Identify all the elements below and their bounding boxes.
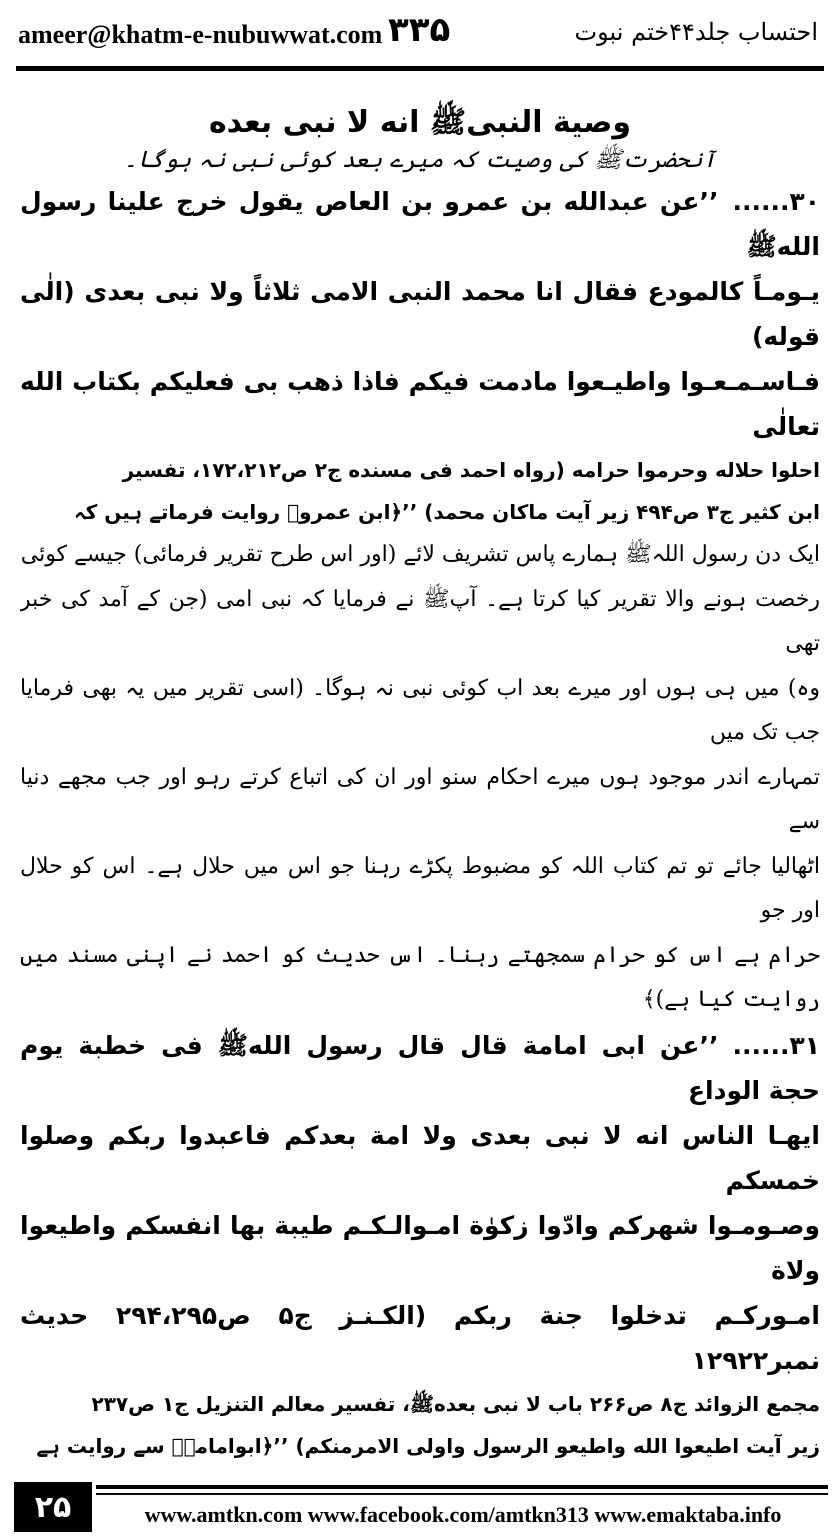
arabic-line: وصـومـوا شهركم وادّوا زكوٰة امـوالـكـم طيبة بها انفسكم واطيعوا ولاة (20, 1210, 820, 1285)
header-rule (16, 66, 824, 71)
footer-rule-thin (96, 1493, 828, 1495)
footer-rule (96, 1485, 828, 1489)
footer-page-box: ۲۵ (14, 1482, 92, 1532)
hadith-number: ۳۰...... (732, 187, 820, 216)
arabic-line (20, 1023, 820, 1113)
reference-line: زير آيت اطيعوا الله واطيعو الرسول واولی الامرمنكم) ’’﴿ابوامامہؓ سے روایت ہے (36, 1433, 820, 1458)
section-title: وصية النبیﷺ انه لا نبی بعده (208, 105, 632, 140)
urdu-line (20, 1467, 820, 1471)
hadith-30 (20, 179, 820, 1023)
hadith-31 (20, 1023, 820, 1471)
urdu-line: تمہارے اندر موجود ہوں میرے احکام سنو اور ان کی اتباع کرتے رہو اور جب مجھے دنیا سے (20, 764, 820, 834)
header-email: ameer@khatm-e-nubuwwat.com (18, 20, 383, 49)
header-page-number: ۳۳۵ (388, 10, 451, 50)
arabic-text: ’’عن ابی امامة قال قال رسول اللهﷺ فی خطبة يوم حجة الوداع (20, 1030, 820, 1105)
page-header (0, 0, 840, 70)
reference-line: احلوا حلاله وحرموا حرامه (رواه احمد فی مسنده ج۲ ص۱۷۲،۲۱۲، تفسیر (122, 458, 820, 482)
arabic-line: يـومـاً كالمودع فقال انا محمد النبی الامی ثلاثاً ولا نبی بعدی (الٰی قوله) (20, 277, 820, 351)
urdu-line: ایک دن رسول اللہﷺ ہمارے پاس تشریف لائے (اور اس طرح تقریر فرمائی) جیسے کوئی (20, 542, 820, 567)
arabic-line (20, 179, 820, 269)
urdu-line: وہ) میں ہی ہوں اور میرے بعد اب کوئی نبی نہ ہوگا۔ (اسی تقریر میں یہ بھی فرمایا جب تک میں (20, 675, 820, 745)
page-footer (0, 1482, 840, 1540)
page-content (20, 95, 820, 1470)
urdu-line: اٹھالیا جائے تو تم کتاب اللہ کو مضبوط پکڑے رہنا جو اس میں حلال ہے۔ اس کو حلال اور جو (20, 853, 820, 923)
reference-line: مجمع الزوائد ج۸ ص۲۶۶ باب لا نبی بعدهﷺ، تفسير معالم التنزيل ج۱ ص۲۳۷ (91, 1391, 820, 1416)
section-subtitle: آنحضرتﷺ کی وصیت کہ میرے بعد کوئی نبی نہ ہوگا۔ (123, 147, 717, 173)
urdu-line: رخصت ہونے والا تقریر کیا کرتا ہے۔ آپﷺ نے فرمایا کہ نبی امی (جن کے آمد کی خبر تھی (20, 586, 820, 656)
arabic-line: فـاسـمـعـوا واطيـعوا مادمت فيكم فاذا ذهب بی فعليكم بكتاب الله تعالٰی (20, 367, 820, 441)
hadith-number: ۳۱...... (732, 1030, 820, 1060)
arabic-text: ’’عن عبدالله بن عمرو بن العاص يقول خرج علينا رسول اللهﷺ (20, 187, 820, 261)
arabic-line: ايهـا الناس انه لا نبی بعدی ولا امة بعدكم فاعبدوا ربكم وصلوا خمسكم (20, 1120, 820, 1195)
reference-line: ابن كثير ج۳ ص۴۹۴ زير آيت ماكان محمد) ’’﴿ابن عمروؓ روایت فرماتے ہیں کہ (73, 500, 820, 524)
footer-links[interactable]: www.amtkn.com www.facebook.com/amtkn313 www.emaktaba.info (144, 1502, 782, 1527)
header-book-title: احتساب جلد۴۴ختم نبوت (574, 18, 818, 46)
urdu-line: حرام ہے اس کو حرام سمجھتے رہنا۔ اس حدیث کو احمد نے اپنی مسند میں روایت کیا ہے)﴾ (20, 942, 820, 1012)
arabic-line: امـوركـم تدخلوا جنة ربكم (الكـنـز ج۵ ص۲۹۴،۲۹۵ حديث نمبر۱۲۹۲۲ (20, 1300, 820, 1375)
